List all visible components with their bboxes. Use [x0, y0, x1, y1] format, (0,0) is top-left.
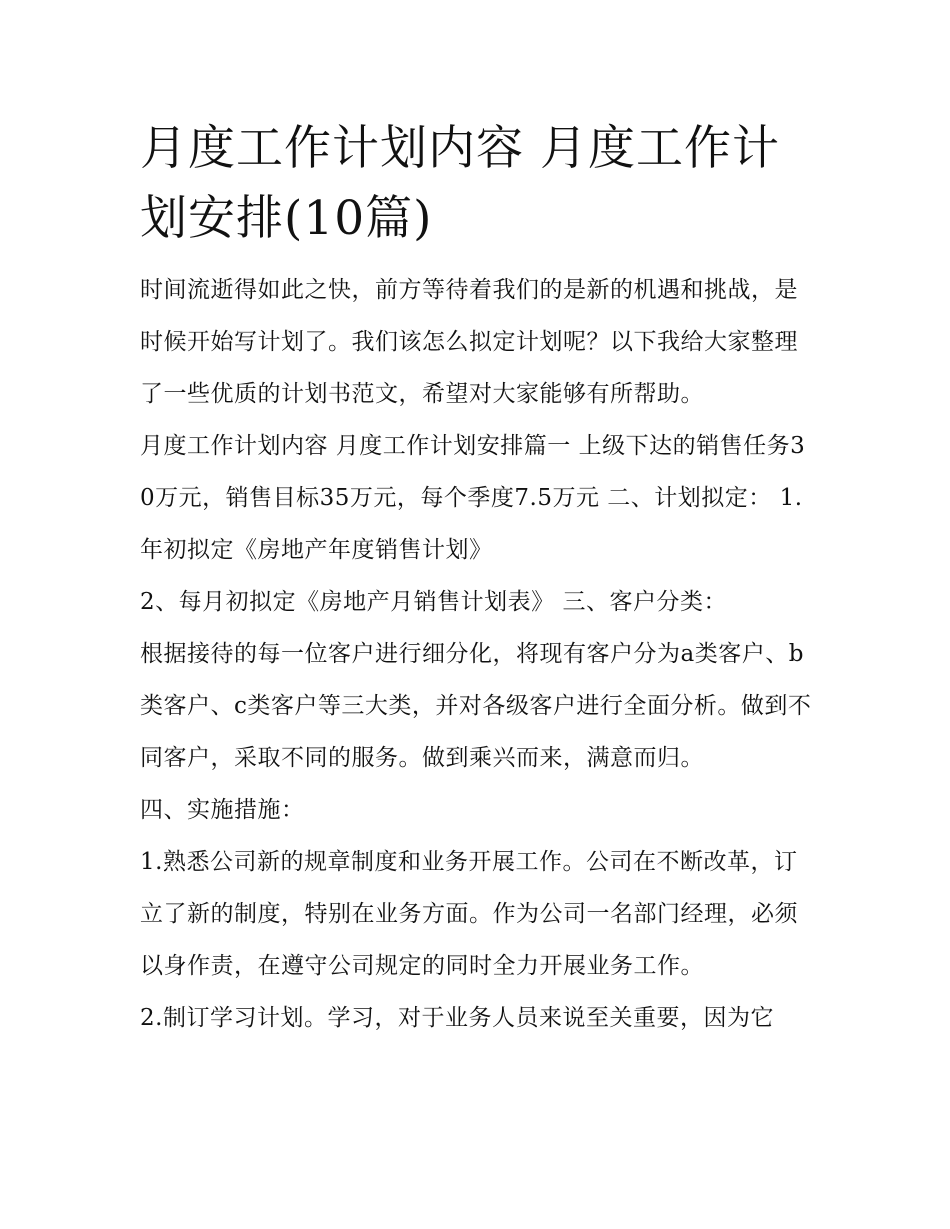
document-body: [140, 264, 820, 1044]
document-title: 月度工作计划内容 月度工作计划安排(10篇): [140, 121, 780, 246]
paragraph-sales-task: 月度工作计划内容 月度工作计划安排篇一 上级下达的销售任务30万元，销售目标35万元，每个季度7.5万元 二、计划拟定： 1.年初拟定《房地产年度销售计划》: [140, 433, 806, 563]
paragraph-monthly-plan: 2、每月初拟定《房地产月销售计划表》 三、客户分类：: [140, 589, 727, 615]
paragraph-measures-heading: 四、实施措施：: [140, 797, 305, 823]
paragraph-customer-classification: 根据接待的每一位客户进行细分化，将现有客户分为a类客户、b类客户、c类客户等三大类，并对各级客户进行全面分析。做到不同客户，采取不同的服务。做到乘兴而来，满意而归。: [140, 641, 812, 771]
paragraph-measure-1: 1.熟悉公司新的规章制度和业务开展工作。公司在不断改革，订立了新的制度，特别在业务方面。作为公司一名部门经理，必须以身作责，在遵守公司规定的同时全力开展业务工作。: [140, 849, 798, 979]
document-content: [140, 114, 820, 1044]
paragraph-intro: 时间流逝得如此之快，前方等待着我们的是新的机遇和挑战，是时候开始写计划了。我们该怎么拟定计划呢？以下我给大家整理了一些优质的计划书范文，希望对大家能够有所帮助。: [140, 277, 798, 407]
paragraph-measure-2: 2.制订学习计划。学习，对于业务人员来说至关重要，因为它: [140, 1005, 774, 1031]
